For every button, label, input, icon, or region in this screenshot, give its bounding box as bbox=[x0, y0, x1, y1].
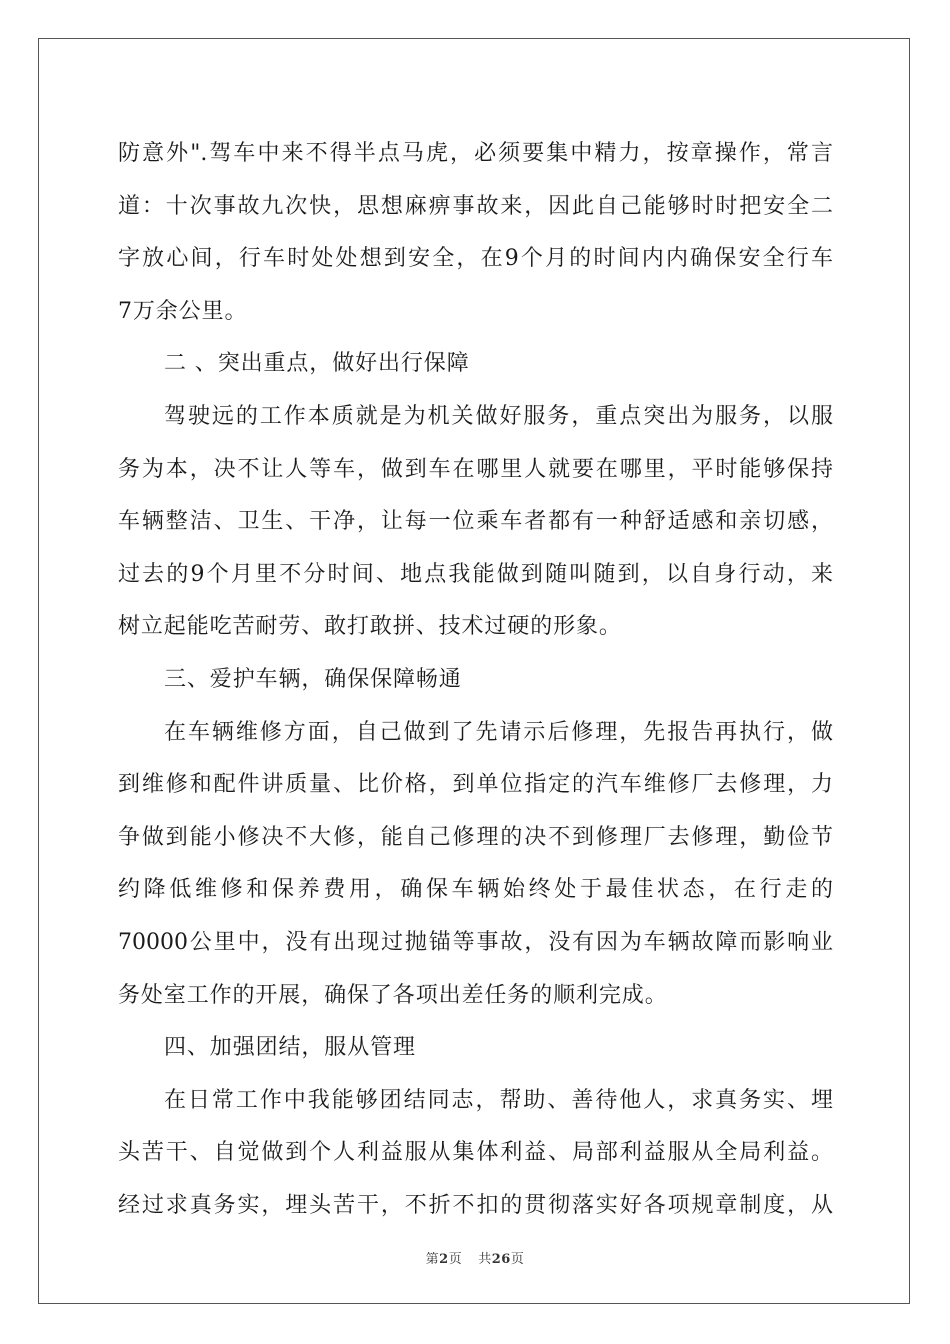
text-line: 在日常工作中我能够团结同志，帮助、善待他人，求真务实、埋 bbox=[164, 1087, 833, 1113]
section-heading: 二 、突出重点，做好出行保障 bbox=[164, 351, 470, 377]
page-footer bbox=[0, 1248, 950, 1267]
total-pages: 26 bbox=[491, 1252, 511, 1267]
text-line: 7万余公里。 bbox=[118, 298, 248, 324]
text-line: 防意外".驾车中来不得半点马虎，必须要集中精力，按章操作，常言 bbox=[118, 141, 833, 166]
text-line: 务处室工作的开展，确保了各项出差任务的顺利完成。 bbox=[118, 982, 668, 1008]
text-line: 经过求真务实，埋头苦干，不折不扣的贯彻落实好各项规章制度，从 bbox=[118, 1192, 833, 1218]
text-line: 约降低维修和保养费用，确保车辆始终处于最佳状态，在行走的 bbox=[118, 877, 833, 903]
page-prefix: 第 bbox=[425, 1252, 440, 1267]
section-heading: 四、加强团结，服从管理 bbox=[164, 1035, 416, 1061]
total-prefix: 共 bbox=[478, 1252, 492, 1267]
text-line: 在车辆维修方面，自己做到了先请示后修理，先报告再执行，做 bbox=[164, 719, 833, 745]
text-line: 道：十次事故九次快，思想麻痹事故来，因此自己能够时时把安全二 bbox=[118, 193, 833, 219]
text-line: 树立起能吃苦耐劳、敢打敢拼、技术过硬的形象。 bbox=[118, 614, 622, 640]
page-number: 2 bbox=[439, 1252, 449, 1267]
page-suffix: 页 bbox=[448, 1252, 463, 1267]
text-line: 头苦干、自觉做到个人利益服从集体利益、局部利益服从全局利益。 bbox=[118, 1140, 833, 1166]
section-heading: 三、爱护车辆，确保保障畅通 bbox=[164, 666, 462, 692]
document-body bbox=[118, 128, 833, 1232]
text-line: 驾驶远的工作本质就是为机关做好服务，重点突出为服务，以服 bbox=[164, 403, 833, 429]
text-line: 务为本，决不让人等车，做到车在哪里人就要在哪里，平时能够保持 bbox=[118, 456, 833, 482]
text-line: 车辆整洁、卫生、干净，让每一位乘车者都有一种舒适感和亲切感， bbox=[118, 509, 833, 535]
text-line: 字放心间，行车时处处想到安全，在9个月的时间内内确保安全行车 bbox=[118, 246, 833, 272]
text-line: 过去的9个月里不分时间、地点我能做到随叫随到，以自身行动，来 bbox=[118, 561, 833, 587]
total-suffix: 页 bbox=[510, 1252, 525, 1267]
text-line: 70000公里中，没有出现过抛锚等事故，没有因为车辆故障而影响业 bbox=[118, 929, 833, 955]
text-line: 争做到能小修决不大修，能自己修理的决不到修理厂去修理，勤俭节 bbox=[118, 824, 833, 850]
text-line: 到维修和配件讲质量、比价格，到单位指定的汽车维修厂去修理，力 bbox=[118, 772, 833, 798]
